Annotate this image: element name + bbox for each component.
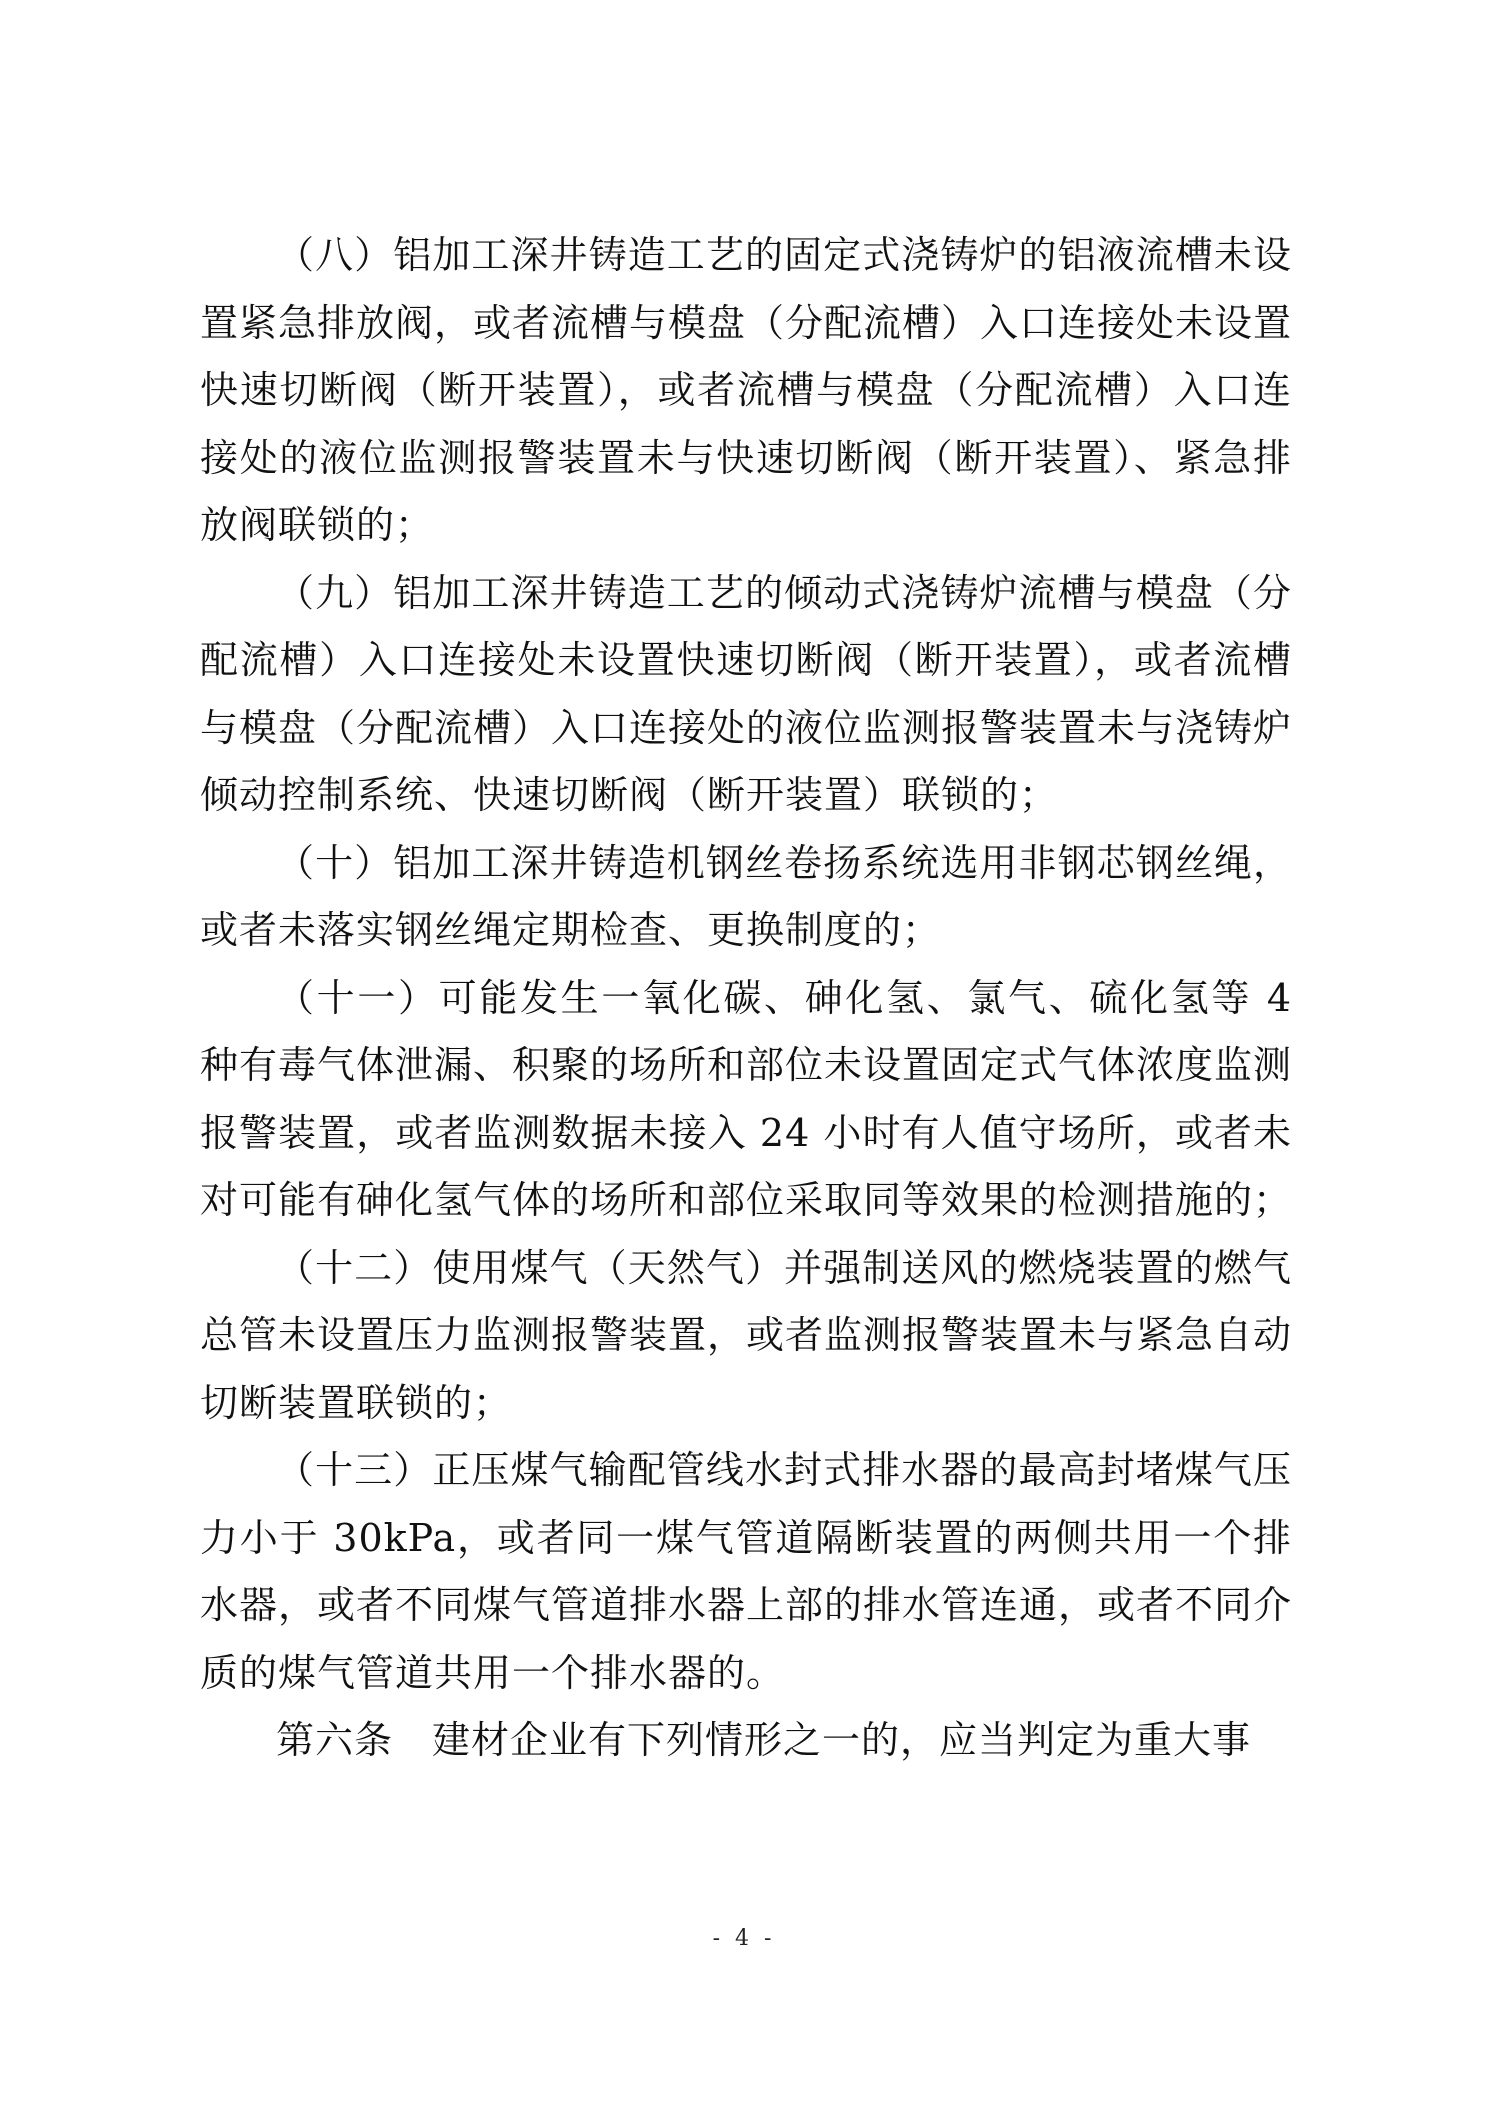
paragraph-item-9: （九）铝加工深井铸造工艺的倾动式浇铸炉流槽与模盘（分配流槽）入口连接处未设置快速切断阀（断开装置），或者流槽与模盘（分配流槽）入口连接处的液位监测报警装置未与浇铸炉倾动控制系统、快速切断阀（断开装置）联锁的； [200,570,1293,817]
paragraph-item-8: （八）铝加工深井铸造工艺的固定式浇铸炉的铝液流槽未设置紧急排放阀，或者流槽与模盘（分配流槽）入口连接处未设置快速切断阀（断开装置），或者流槽与模盘（分配流槽）入口连接处的液位监测报警装置未与快速切断阀（断开装置）、紧急排放阀联锁的； [200,233,1293,547]
page-number: - 4 - [712,1926,776,1951]
paragraph-item-13: （十三）正压煤气输配管线水封式排水器的最高封堵煤气压力小于 30kPa，或者同一煤气管道隔断装置的两侧共用一个排水器，或者不同煤气管道排水器上部的排水管连通，或者不同介质的煤气管道共用一个排水器的。 [200,1448,1293,1695]
paragraph-item-11: （十一）可能发生一氧化碳、砷化氢、氯气、硫化氢等 4 种有毒气体泄漏、积聚的场所和部位未设置固定式气体浓度监测报警装置，或者监测数据未接入 24 小时有人值守场所，或者未对可能有砷化氢气体的场所和部位采取同等效果的检测措施的； [200,975,1293,1222]
article-6-heading: 第六条 建材企业有下列情形之一的，应当判定为重大事 [276,1718,1252,1762]
document-body [200,222,1292,1775]
paragraph-item-10: （十）铝加工深井铸造机钢丝卷扬系统选用非钢芯钢丝绳，或者未落实钢丝绳定期检查、更换制度的； [200,840,1292,952]
paragraph-item-12: （十二）使用煤气（天然气）并强制送风的燃烧装置的燃气总管未设置压力监测报警装置，或者监测报警装置未与紧急自动切断装置联锁的； [200,1245,1293,1425]
